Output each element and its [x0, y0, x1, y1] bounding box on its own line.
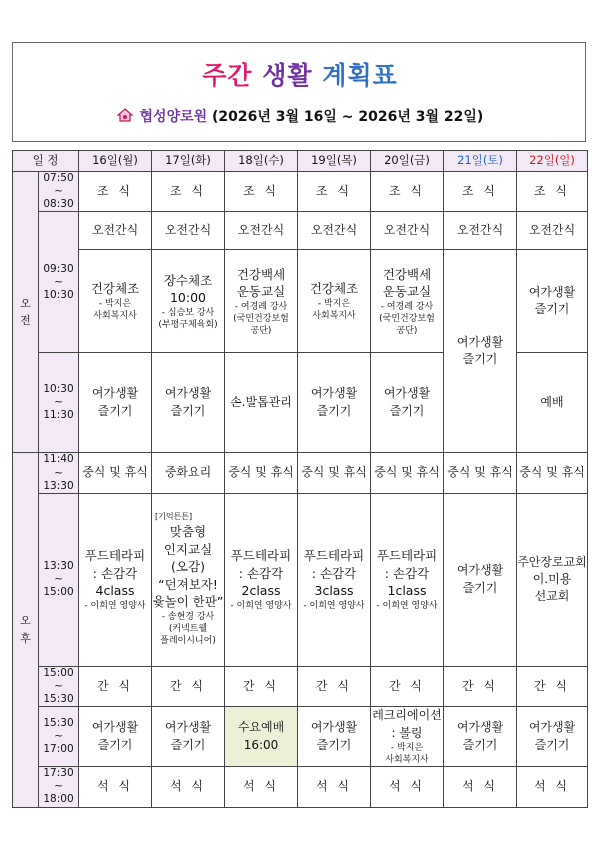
organization-name: 협성양로원 [139, 109, 208, 125]
cell-late-afternoon-thu: 여가생활 즐기기 [298, 707, 371, 767]
time-slot: 09:30 ~ 10:30 [39, 212, 79, 353]
day-header-wed: 18일(수) [225, 151, 298, 172]
cell-afternoon-thu: 푸드테라피 : 손감각 3class - 이희연 영양사 [298, 493, 371, 666]
cell-program-fri: 건강백세 운동교실 - 여경례 강사 (국민건강보험 공단) [371, 250, 444, 353]
cell-lunch: 중식 및 휴식 [298, 453, 371, 493]
cell-late-afternoon-tue: 여가생활 즐기기 [152, 707, 225, 767]
row-dinner [13, 767, 588, 807]
cell-program-sat: 여가생활 즐기기 [444, 250, 517, 453]
date-range: (2026년 3월 16일 ~ 2026년 3월 22일) [212, 109, 484, 125]
row-lunch [13, 453, 588, 493]
cell-dinner: 석 식 [371, 767, 444, 807]
row-breakfast [13, 172, 588, 212]
day-header-mon: 16일(월) [79, 151, 152, 172]
cell-dinner: 석 식 [225, 767, 298, 807]
cell-afternoon-sat: 여가생활 즐기기 [444, 493, 517, 666]
cell-afternoon-sun: 주안장로교회 이.미용 선교회 [517, 493, 588, 666]
cell-lunch: 중식 및 휴식 [517, 453, 588, 493]
cell-late-afternoon-mon: 여가생활 즐기기 [79, 707, 152, 767]
title-word-2: 생활 [262, 61, 313, 90]
row-afternoon-program [13, 493, 588, 666]
title-word-3: 계획표 [322, 61, 398, 90]
subtitle [0, 106, 600, 126]
cell-program-tue: 장수체조 10:00 - 심승보 강사 (부평구체육회) [152, 250, 225, 353]
row-late-afternoon [13, 707, 588, 767]
cell-morning-snack: 오전간식 [225, 212, 298, 250]
time-slot: 17:30 ~ 18:00 [39, 767, 79, 807]
day-header-tue: 17일(화) [152, 151, 225, 172]
cell-program-sun: 여가생활 즐기기 [517, 250, 588, 353]
cell-late-afternoon-fri: 레크리에이션 : 볼링 - 박지은 사회복지사 [372, 708, 442, 766]
weekly-schedule-table [12, 150, 588, 808]
cell-dinner: 석 식 [79, 767, 152, 807]
day-header-fri: 20일(금) [371, 151, 444, 172]
cell-program-mon: 건강체조 - 박지은 사회복지사 [79, 250, 152, 353]
cell-lunch: 중식 및 휴식 [371, 453, 444, 493]
cell-late-afternoon-sat: 여가생활 즐기기 [444, 707, 517, 767]
cell-breakfast: 조 식 [444, 172, 517, 212]
cell-breakfast: 조 식 [298, 172, 371, 212]
cell-morning-snack: 오전간식 [298, 212, 371, 250]
time-slot: 15:00 ~ 15:30 [39, 666, 79, 706]
cell-late-morning-wed: 손.발톱관리 [225, 353, 298, 453]
cell-lunch: 중식 및 휴식 [444, 453, 517, 493]
cell-afternoon-snack: 간 식 [371, 666, 444, 706]
cell-afternoon-snack: 간 식 [79, 666, 152, 706]
cell-breakfast: 조 식 [225, 172, 298, 212]
cell-program-wed: 건강백세 운동교실 - 여경례 강사 (국민건강보험 공단) [225, 250, 298, 353]
cell-afternoon-mon: 푸드테라피 : 손감각 4class - 이희연 영양사 [79, 493, 152, 666]
period-morning: 오 전 [13, 172, 39, 453]
period-afternoon: 오 후 [13, 453, 39, 807]
cell-late-morning-tue: 여가생활 즐기기 [152, 353, 225, 453]
cell-dinner: 석 식 [517, 767, 588, 807]
cell-afternoon-snack: 간 식 [152, 666, 225, 706]
time-slot: 10:30 ~ 11:30 [39, 353, 79, 453]
day-header-thu: 19일(목) [298, 151, 371, 172]
cell-late-morning-thu: 여가생활 즐기기 [298, 353, 371, 453]
cell-late-afternoon-sun: 여가생활 즐기기 [517, 707, 588, 767]
title-word-1: 주간 [202, 61, 253, 90]
cell-morning-snack: 오전간식 [79, 212, 152, 250]
cell-afternoon-snack: 간 식 [444, 666, 517, 706]
cell-dinner: 석 식 [444, 767, 517, 807]
cell-dinner: 석 식 [152, 767, 225, 807]
cell-lunch: 중식 및 휴식 [225, 453, 298, 493]
time-slot: 07:50 ~ 08:30 [39, 172, 79, 212]
cell-afternoon-wed: 푸드테라피 : 손감각 2class - 이희연 영양사 [225, 493, 298, 666]
time-slot: 11:40 ~ 13:30 [39, 453, 79, 493]
cell-afternoon-tue: [기억튼튼] 맞춤형 인지교실 (오감) “던져보자! 윷놀이 한판” - 송현경 강사 (커넥트웰 플레이시니어) [152, 493, 225, 666]
row-morning-program [13, 250, 588, 353]
cell-morning-snack: 오전간식 [371, 212, 444, 250]
cell-afternoon-snack: 간 식 [225, 666, 298, 706]
cell-morning-snack: 오전간식 [444, 212, 517, 250]
cell-morning-snack: 오전간식 [517, 212, 588, 250]
cell-lunch: 중식 및 휴식 [79, 453, 152, 493]
cell-lunch-tue: 중화요리 [152, 453, 225, 493]
header-label: 일 정 [13, 151, 79, 172]
day-header-sun: 22일(일) [517, 151, 588, 172]
cell-morning-snack: 오전간식 [152, 212, 225, 250]
cell-breakfast: 조 식 [79, 172, 152, 212]
page-title [0, 56, 600, 92]
time-slot: 15:30 ~ 17:00 [39, 707, 79, 767]
cell-dinner: 석 식 [298, 767, 371, 807]
cell-afternoon-snack: 간 식 [517, 666, 588, 706]
cell-late-morning-fri: 여가생활 즐기기 [371, 353, 444, 453]
day-header-sat: 21일(토) [444, 151, 517, 172]
cell-afternoon-fri: 푸드테라피 : 손감각 1class - 이희연 영양사 [371, 493, 444, 666]
cell-late-morning-sun: 예배 [517, 353, 588, 453]
cell-breakfast: 조 식 [371, 172, 444, 212]
row-afternoon-snack [13, 666, 588, 706]
cell-late-morning-mon: 여가생활 즐기기 [79, 353, 152, 453]
house-logo-icon [117, 108, 133, 122]
cell-program-thu: 건강체조 - 박지은 사회복지사 [298, 250, 371, 353]
time-slot: 13:30 ~ 15:00 [39, 493, 79, 666]
cell-late-afternoon-wed: 수요예배 16:00 [225, 707, 298, 767]
cell-breakfast: 조 식 [517, 172, 588, 212]
row-morning-snack [13, 212, 588, 250]
header-row [13, 151, 588, 172]
cell-breakfast: 조 식 [152, 172, 225, 212]
cell-afternoon-snack: 간 식 [298, 666, 371, 706]
